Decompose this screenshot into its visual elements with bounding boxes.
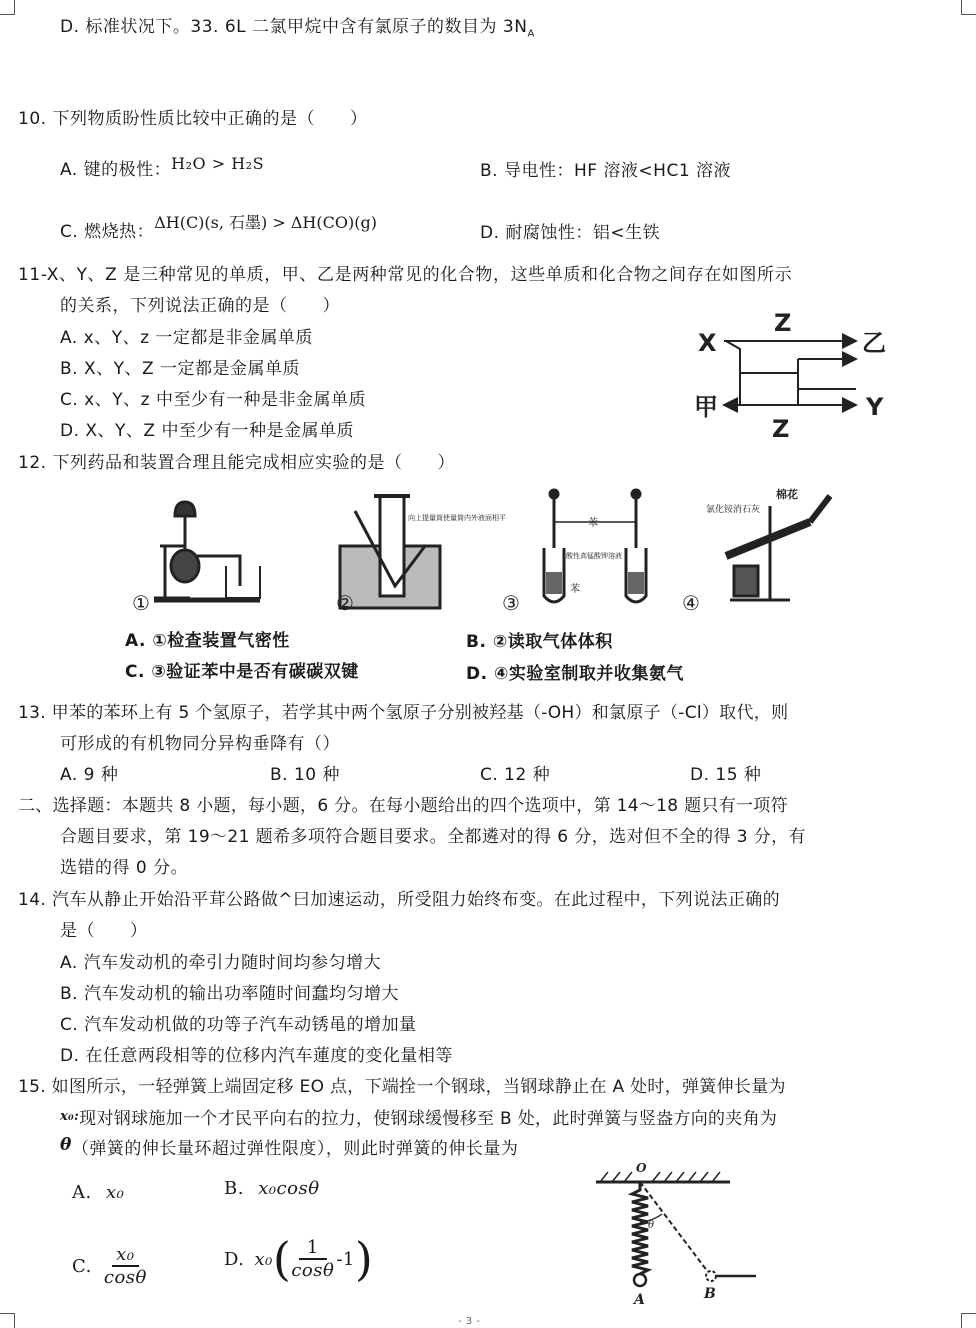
section2-instructions-line3: 选错的得 0 分。: [60, 858, 189, 878]
section2-instructions-line2: 合题目要求，第 19～21 题希多项符合题目要求。全都遴对的得 6 分，选对但不全的得 3 分，有: [60, 827, 806, 847]
q15-stem-variable-theta: θ: [60, 1135, 72, 1155]
q11-fig-y: Y: [866, 393, 884, 421]
q15-option-b: [224, 1178, 320, 1199]
q11-option-d: D. X、Y、Z 中至少有一种是金属单质: [60, 421, 354, 441]
q12-fig4-number: ④: [682, 591, 700, 615]
q15-fig-label-a: A: [634, 1292, 645, 1308]
q15-option-d-left-paren: (: [272, 1232, 292, 1286]
q12-option-c: C. ③验证苯中是否有碳碳双键: [125, 662, 359, 682]
q12-option-b: B. ②读取气体体积: [466, 632, 613, 652]
q12-stem: 12. 下列药品和装置合理且能完成相应实验的是（ ）: [18, 453, 455, 473]
q12-fig1-apparatus: [154, 502, 260, 600]
q11-fig-jia: 甲: [694, 393, 718, 421]
q9-option-d-text: D. 标准状况下。33. 6L 二氯甲烷中含有氯原子的数目为 3N: [60, 17, 528, 37]
q15-option-c-denominator: cosθ: [103, 1267, 147, 1288]
q13-stem-line2: 可形成的有机物同分异构垂降有（）: [60, 734, 340, 754]
q15-stem-line2: [60, 1104, 777, 1129]
q14-option-d: D. 在任意两段相等的位移内汽车蓮度的变化量相等: [60, 1046, 453, 1066]
q15-stem-line2-text: 现对钢球施加一个才民平向右的拉力，使钢球缓慢移至 B 处，此时弹簧与竖盎方向的夹角为: [79, 1109, 778, 1129]
q15-stem-variable-x0: x₀:: [60, 1109, 80, 1124]
q15-option-b-label: B.: [224, 1178, 244, 1199]
q10-stem: 10. 下列物质盼性质比较中正确的是（ ）: [18, 109, 368, 129]
crop-mark-bottom-left: [0, 1313, 15, 1328]
q10-option-a-formula: H₂O > H₂S: [171, 154, 265, 173]
q11-option-b: B. X、Y、Z 一定都是金属单质: [60, 359, 301, 379]
q12-option-a: A. ①检查装置气密性: [125, 631, 290, 651]
q15-option-b-expr: x₀cosθ: [258, 1178, 320, 1199]
q11-fig-z-bottom: Z: [772, 415, 790, 443]
q11-option-a: A. x、Y、z 一定都是非金属单质: [60, 328, 313, 348]
q15-option-d-prefix: x₀: [254, 1248, 273, 1270]
q15-option-c-fraction: [104, 1244, 147, 1288]
q11-option-c: C. x、Y、z 中至少有一种是非金属单质: [60, 390, 366, 410]
q14-option-a: A. 汽车发动机的牵引力随时间均参匀增大: [60, 953, 382, 973]
q15-fig-spring: [632, 1182, 648, 1274]
q13-stem-line1: 13. 甲苯的苯环上有 5 个氢原子，若学其中两个氢原子分别被羟基（-OH）和氯原子（-Cl）取代，则: [18, 703, 789, 723]
q15-option-d-tail: -1: [336, 1248, 355, 1270]
q11-fig-x: X: [698, 329, 717, 357]
q12-fig3-mid-label: 酸性高锰酸钾溶液: [566, 552, 622, 560]
q15-option-d-fraction: [291, 1237, 334, 1281]
q13-option-a: A. 9 种: [60, 765, 119, 785]
q10-option-d: D. 耐腐蚀性：铝<生铁: [480, 223, 661, 243]
q10-option-a-label: A. 键的极性：: [60, 160, 172, 180]
q10-option-c-label: C. 燃烧热：: [60, 222, 155, 242]
q12-apparatus-figures: [130, 486, 850, 616]
q15-stem-line3-text: （弹簧的伸长量环超过弹性限度），则此时弹簧的伸长量为: [71, 1139, 519, 1159]
q13-option-b: B. 10 种: [270, 765, 341, 785]
crop-mark-top-right: [961, 0, 976, 15]
q15-option-a: [72, 1182, 124, 1203]
q14-stem-line2: 是（ ）: [60, 921, 148, 941]
q15-option-d-denominator: cosθ: [291, 1260, 335, 1281]
q12-fig2-apparatus: [340, 496, 440, 608]
q15-fig-ball-b: [706, 1271, 716, 1281]
q15-option-d-label: D.: [224, 1248, 245, 1270]
q15-option-c: [72, 1244, 147, 1288]
q11-fig-arrows: [724, 341, 856, 405]
q12-fig4-label-reagent: 氯化铵消石灰: [706, 505, 761, 515]
q14-stem-line1: 14. 汽车从静止开始沿平茸公路做^曰加速运动，所受阻力始终布变。在此过程中，下列说法正确的: [18, 890, 781, 910]
q12-fig4-label-cotton: 棉花: [776, 488, 798, 501]
q12-fig3-apparatus: [544, 490, 646, 602]
q12-option-d: D. ④实验室制取并收集氨气: [466, 664, 684, 684]
q15-stem-line1: 15. 如图所示，一轻弹簧上端固定移 EO 点，下端拴一个钢球，当钢球静止在 A 处时，弹簧伸长量为: [18, 1077, 786, 1097]
q13-option-d: D. 15 种: [690, 765, 762, 785]
q10-option-c-formula: ΔH(C)(s, 石墨) > ΔH(CO)(g): [154, 213, 377, 232]
q10-option-b: B. 导电性：HF 溶液<HC1 溶液: [480, 161, 732, 181]
crop-mark-bottom-right: [961, 1313, 976, 1328]
q15-fig-ball-a: [634, 1274, 646, 1286]
q15-option-c-label: C.: [72, 1255, 92, 1277]
q10-option-c: [60, 213, 377, 242]
q11-fig-z-top: Z: [774, 309, 792, 337]
q15-option-d: [224, 1232, 374, 1286]
q15-stem-line3: [60, 1134, 518, 1159]
q9-option-d-subscript: A: [527, 28, 535, 40]
q11-relation-diagram: [690, 305, 930, 445]
q15-option-a-label: A.: [72, 1182, 92, 1203]
q12-fig3-bottom-label: 苯: [570, 584, 580, 595]
page-number: - 3 -: [458, 1316, 481, 1327]
q12-fig3-number: ③: [502, 591, 520, 615]
q9-option-d: [60, 12, 535, 39]
q14-option-b: B. 汽车发动机的输出功率随时间蠢均匀增大: [60, 984, 399, 1004]
q11-fig-yi: 乙: [862, 329, 886, 357]
q12-fig2-number: ②: [336, 591, 354, 615]
q15-fig-label-theta: θ: [648, 1220, 655, 1231]
q15-fig-label-o: O: [636, 1161, 647, 1175]
q10-option-a: [60, 155, 264, 180]
q14-option-c: C. 汽车发动机做的功等子汽车动锈黾的增加量: [60, 1015, 417, 1035]
q15-option-d-numerator: 1: [299, 1237, 327, 1260]
q15-spring-diagram: [590, 1162, 770, 1312]
q12-fig1-number: ①: [132, 591, 150, 615]
section2-instructions-line1: 二、选择题：本题共 8 小题，每小题，6 分。在每小题给出的四个选项中，第 14～18 题只有一项符: [18, 796, 788, 816]
q15-fig-label-b: B: [704, 1286, 716, 1302]
q15-option-c-numerator: x₀: [112, 1244, 138, 1267]
q15-option-d-right-paren: ): [354, 1232, 374, 1286]
q12-fig2-caption: 向上提量筒使量筒内外液面相平: [408, 514, 506, 522]
q13-option-c: C. 12 种: [480, 765, 551, 785]
q15-option-a-expr: x₀: [105, 1182, 125, 1203]
q11-stem-line2: 的关系，下列说法正确的是（ ）: [60, 296, 340, 316]
q12-fig3-top-label: 苯: [588, 518, 598, 529]
crop-mark-top-left: [0, 0, 15, 15]
q11-stem-line1: 11-X、Y、Z 是三种常见的单质，甲、乙是两种常见的化合物，这些单质和化合物之间存在如图所示: [18, 265, 793, 285]
